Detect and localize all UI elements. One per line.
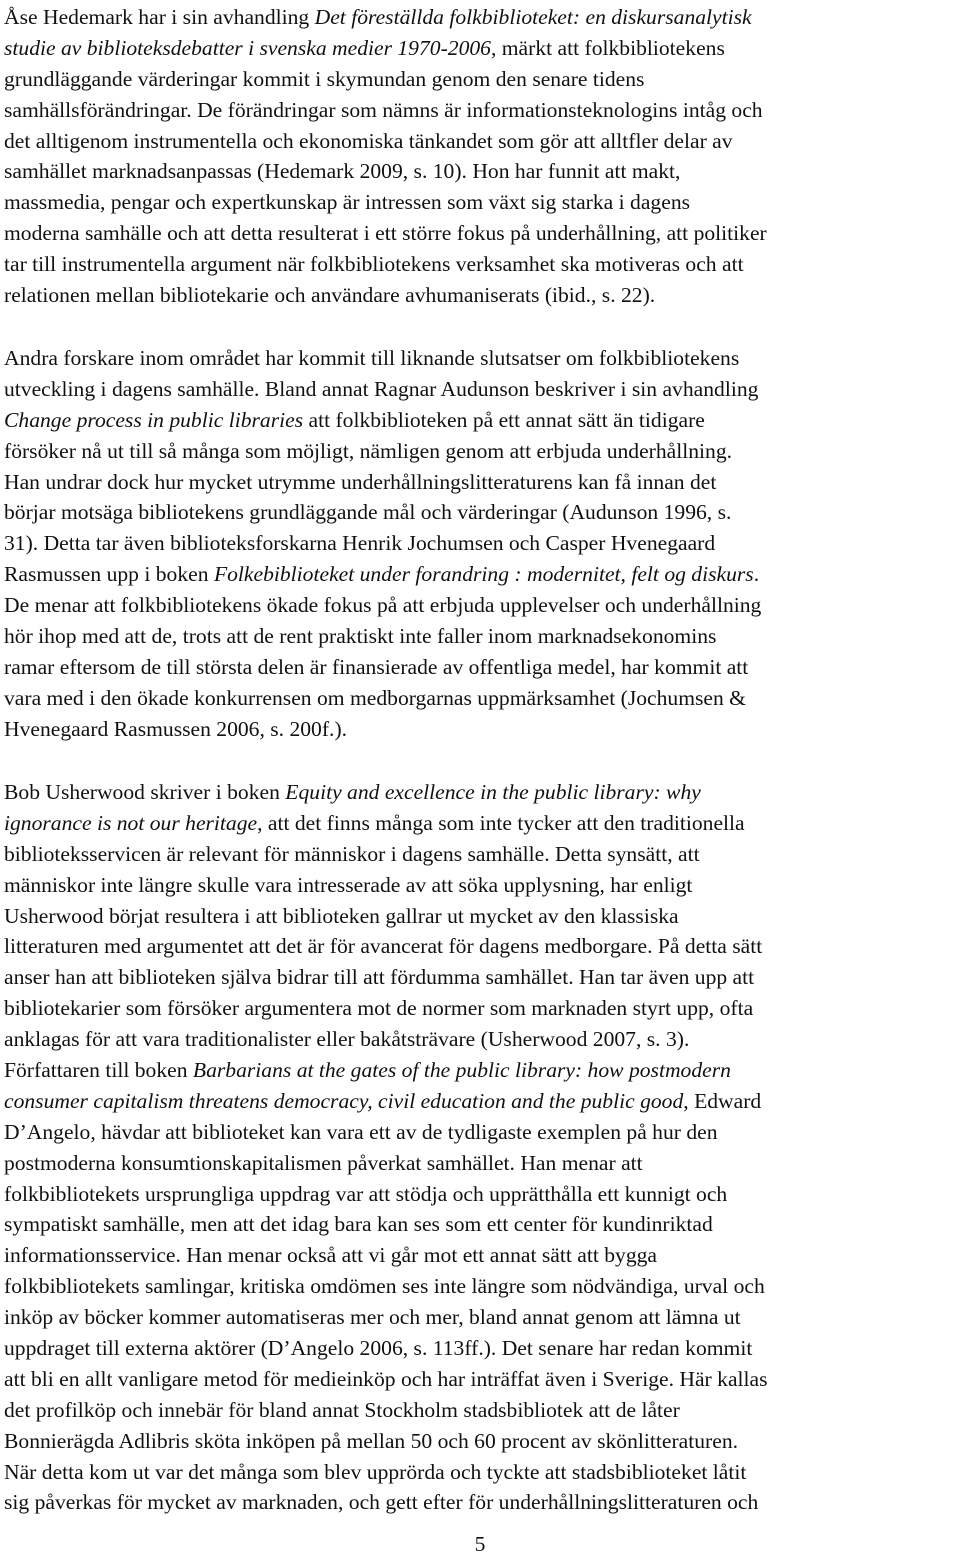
text-line [4, 1426, 956, 1457]
body-text: tar till instrumentella argument när folkbibliotekens verksamhet ska motiveras och att [4, 252, 744, 277]
body-text: ramar eftersom de till största delen är finansierade av offentliga medel, har kommit att [4, 654, 749, 679]
body-text: Usherwood börjat resultera i att biblioteken gallrar ut mycket av den klassiska [4, 903, 679, 928]
text-line [4, 714, 956, 745]
text-line [4, 1457, 956, 1488]
italic-title-text: Equity and excellence in the public library: why [285, 780, 701, 804]
text-line [4, 1302, 956, 1333]
text-line [4, 1179, 956, 1210]
body-text: Bob Usherwood skriver i boken [4, 780, 286, 804]
body-text: att bli en allt vanligare metod för medieinköp och har inträffat även i Sverige. Här kallas [4, 1366, 768, 1391]
text-line [4, 590, 956, 621]
italic-title-text: Det föreställda folkbiblioteket: en diskursanalytisk [314, 5, 752, 29]
text-line [4, 187, 956, 218]
body-text: samhället marknadsanpassas (Hedemark 2009, s. 10). Hon har funnit att makt, [4, 159, 681, 184]
body-text: , märkt att folkbibliotekens [490, 35, 725, 60]
body-text: sig påverkas för mycket av marknaden, och gett efter för underhållningslitteraturen och [4, 1490, 759, 1515]
text-line [4, 931, 956, 962]
body-text: postmoderna konsumtionskapitalismen påverkat samhället. Han menar att [4, 1150, 643, 1175]
body-text: informationsservice. Han menar också att vi går mot ett annat sätt att bygga [4, 1243, 658, 1268]
text-line [4, 497, 956, 528]
text-line [4, 1333, 956, 1364]
body-text: det alltigenom instrumentella och ekonomiska tänkandet som gör att alltfler delar av [4, 128, 733, 153]
text-line [4, 683, 956, 714]
text-line [4, 652, 956, 683]
body-text: . [753, 562, 760, 587]
paragraph-audunson [4, 343, 956, 745]
body-text: sympatiskt samhälle, men att det idag bara kan ses som ett center för kundinriktad [4, 1212, 713, 1237]
text-line [4, 839, 956, 870]
body-text: anklagas för att vara traditionalister eller bakåtsträvare (Usherwood 2007, s. 3). [4, 1027, 690, 1052]
text-line [4, 374, 956, 405]
body-text: människor inte längre skulle vara intresserade av att söka upplysning, har enligt [4, 872, 693, 897]
text-line [4, 559, 956, 590]
body-text: moderna samhälle och att detta resulterat i ett större fokus på underhållning, att politiker [4, 221, 767, 246]
body-text: inköp av böcker kommer automatiseras mer och mer, bland annat genom att lämna ut [4, 1305, 741, 1330]
italic-title-text: ignorance is not our heritage [4, 810, 258, 835]
text-line [4, 436, 956, 467]
body-text: De menar att folkbibliotekens ökade fokus på att erbjuda upplevelser och underhållning [4, 593, 762, 618]
body-text: folkbibliotekets ursprungliga uppdrag var att stödja och upprätthålla ett kunnigt och [4, 1181, 728, 1206]
body-text: massmedia, pengar och expertkunskap är intressen som växt sig starka i dagens [4, 190, 691, 215]
italic-title-text: consumer capitalism threatens democracy, civil education and the public good [4, 1088, 684, 1113]
text-line [4, 1086, 956, 1117]
body-text: samhällsförändringar. De förändringar som nämns är informationsteknologins intåg och [4, 97, 763, 122]
text-line [4, 528, 956, 559]
body-text: D’Angelo, hävdar att biblioteket kan vara ett av de tydligaste exemplen på hur den [4, 1119, 718, 1144]
body-text: det profilköp och innebär för bland annat Stockholm stadsbibliotek att de låter [4, 1397, 680, 1422]
italic-title-text: studie av biblioteksdebatter i svenska medier 1970-2006 [4, 35, 491, 60]
text-line [4, 405, 956, 436]
text-line [4, 993, 956, 1024]
page-number: 5 [474, 1532, 486, 1556]
body-text: biblioteksservicen är relevant för människor i dagens samhälle. Detta synsätt, att [4, 841, 700, 866]
text-line [4, 870, 956, 901]
body-text: , Edward [683, 1088, 762, 1113]
body-text: anser han att biblioteken själva bidrar till att fördumma samhället. Han tar även upp att [4, 965, 755, 990]
text-line [4, 156, 956, 187]
body-text: Han undrar dock hur mycket utrymme underhållningslitteraturens kan få innan det [4, 469, 717, 494]
text-line [4, 1209, 956, 1240]
text-line [4, 1148, 956, 1179]
paragraph-usherwood [4, 777, 956, 1518]
body-text: uppdraget till externa aktörer (D’Angelo 2006, s. 113ff.). Det senare har redan kommit [4, 1336, 753, 1361]
text-line [4, 343, 956, 374]
text-line [4, 1271, 956, 1302]
italic-title-text: Change process in public libraries [4, 407, 304, 432]
text-line [4, 962, 956, 993]
text-line [4, 1240, 956, 1271]
text-line [4, 280, 956, 311]
body-text: Andra forskare inom området har kommit till liknande slutsatser om folkbibliotekens [4, 346, 740, 370]
body-text: 31). Detta tar även biblioteksforskarna Henrik Jochumsen och Casper Hvenegaard [4, 531, 716, 556]
body-text: Bonnierägda Adlibris sköta inköpen på mellan 50 och 60 procent av skönlitteraturen. [4, 1428, 739, 1453]
text-line [4, 249, 956, 280]
italic-title-text: Barbarians at the gates of the public library: how postmodern [192, 1058, 731, 1083]
body-text: vara med i den ökade konkurrensen om medborgarnas uppmärksamhet (Jochumsen & [4, 685, 746, 710]
body-text: bibliotekarier som försöker argumentera mot de normer som marknaden styrt upp, ofta [4, 996, 754, 1021]
text-line [4, 1055, 956, 1086]
body-text: litteraturen med argumentet att det är för avancerat för dagens medborgare. På detta sätt [4, 934, 763, 959]
text-line [4, 1395, 956, 1426]
body-text: Hvenegaard Rasmussen 2006, s. 200f.). [4, 716, 348, 741]
text-line [4, 1024, 956, 1055]
body-text: att folkbiblioteken på ett annat sätt än tidigare [303, 407, 705, 432]
text-line [4, 2, 956, 33]
paragraph-hedemark [4, 2, 956, 311]
text-line [4, 1117, 956, 1148]
body-text: Rasmussen upp i boken [4, 562, 214, 587]
text-line [4, 1487, 956, 1518]
body-text: försöker nå ut till så många som möjligt, nämligen genom att erbjuda underhållning. [4, 438, 733, 463]
italic-title-text: Folkebiblioteket under forandring : modernitet, felt og diskurs [213, 562, 754, 587]
body-text: relationen mellan bibliotekarie och användare avhumaniserats (ibid., s. 22). [4, 283, 656, 308]
text-line [4, 1364, 956, 1395]
body-text: folkbibliotekets samlingar, kritiska omdömen ses inte längre som nödvändiga, urval och [4, 1274, 765, 1299]
text-line [4, 95, 956, 126]
body-text: Åse Hedemark har i sin avhandling [4, 5, 315, 29]
body-text: grundläggande värderingar kommit i skymundan genom den senare tidens [4, 66, 645, 91]
body-text: hör ihop med att de, trots att de rent praktiskt inte faller inom marknadsekonomins [4, 624, 717, 649]
text-line [4, 126, 956, 157]
text-line [4, 808, 956, 839]
body-text: Författaren till boken [4, 1058, 193, 1083]
text-line [4, 33, 956, 64]
body-text: När detta kom ut var det många som blev upprörda och tyckte att stadsbiblioteket låtit [4, 1459, 747, 1484]
body-text: utveckling i dagens samhälle. Bland annat Ragnar Audunson beskriver i sin avhandling [4, 376, 759, 401]
text-line [4, 64, 956, 95]
body-text: börjar motsäga bibliotekens grundläggande mål och värderingar (Audunson 1996, s. [4, 500, 732, 525]
text-line [4, 218, 956, 249]
text-line [4, 901, 956, 932]
text-line [4, 467, 956, 498]
text-line [4, 777, 956, 808]
body-text: , att det finns många som inte tycker att den traditionella [257, 810, 745, 835]
text-line [4, 621, 956, 652]
